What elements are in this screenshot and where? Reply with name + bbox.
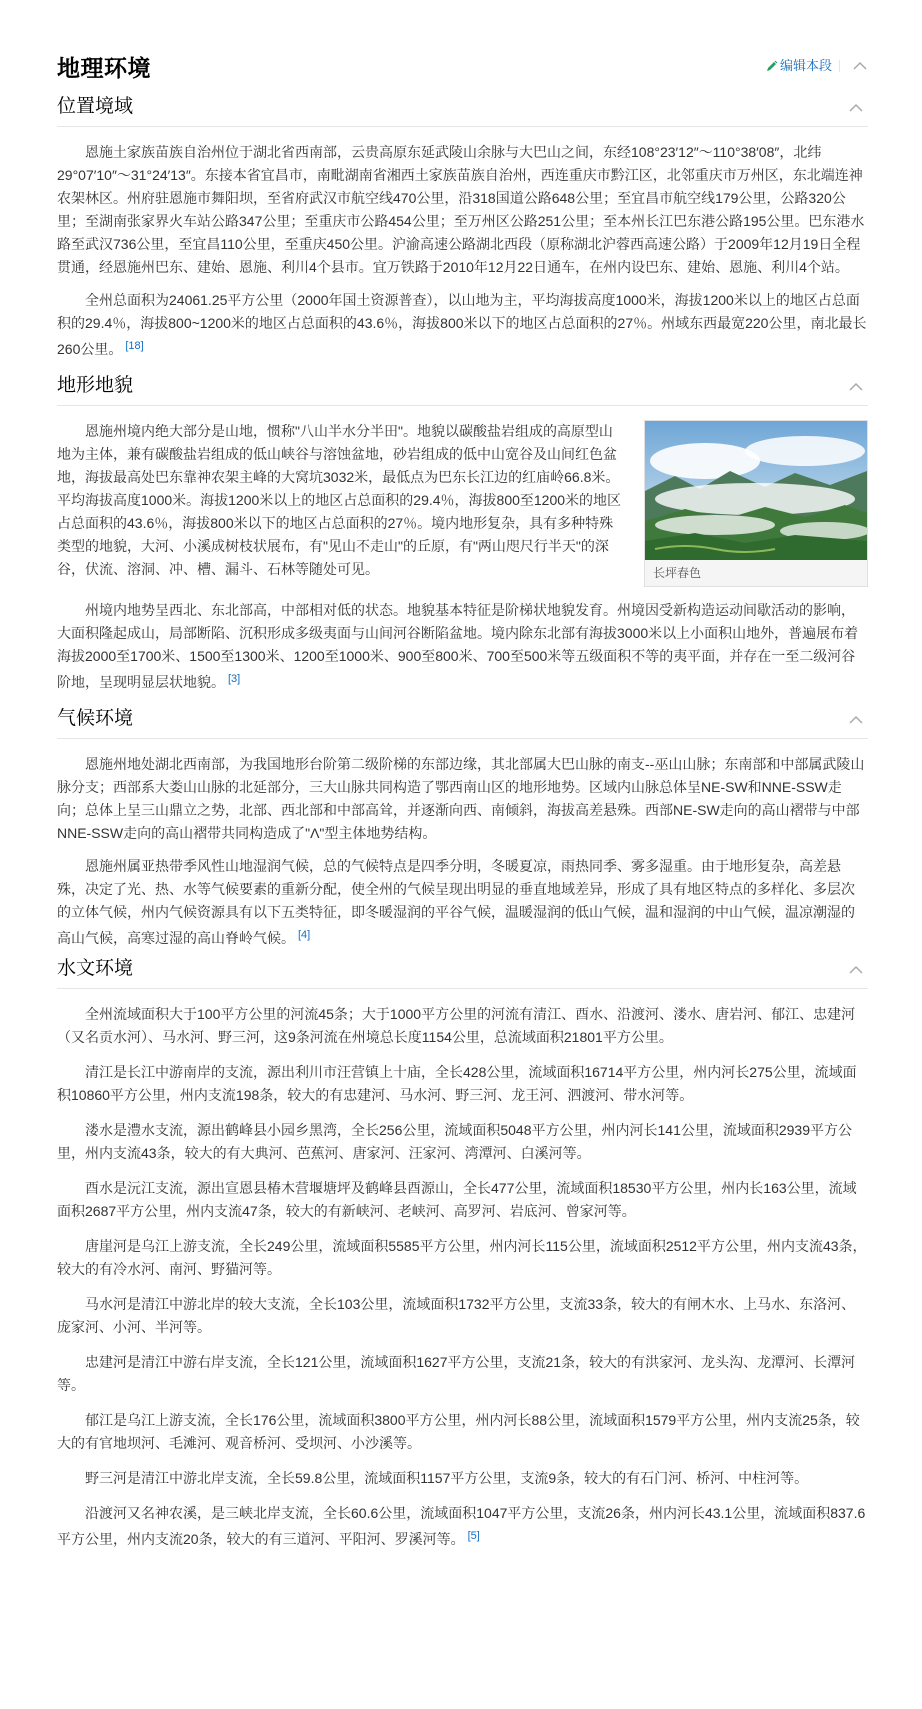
- edit-section-label: 编辑本段: [779, 58, 832, 73]
- chevron-up-icon[interactable]: [848, 714, 864, 726]
- section-heading-climate: [57, 700, 868, 739]
- paragraph: 全州流域面积大于100平方公里的河流45条；大于1000平方公里的河流有清江、酉水、沿渡河、溇水、唐岩河、郁江、忠建河（又名贡水河）、马水河、野三河，这9条河流在州境总长度1154公里，总流域面积21801平方公里。: [57, 1006, 856, 1045]
- reference-link[interactable]: [4]: [298, 929, 311, 941]
- reference-link[interactable]: [5]: [467, 1530, 480, 1542]
- pencil-icon: [766, 60, 778, 72]
- edit-section-link[interactable]: [766, 56, 832, 76]
- section-heading-hydrology: [57, 950, 868, 989]
- paragraph-text: 州境内地势呈西北、东北部高，中部相对低的状态。地貌基本特征是阶梯状地貌发育。州境因受新构造运动间歇活动的影响，大面积隆起成山，局部断陷、沉积形成多级夷面与山间河谷断陷盆地。境内除东北部有海拔3000米以上小面积山地外，普遍展布着海拔2000至1700米、1500至1300米、1200至1000米、900至800米、700至500米等五级面积不等的夷平面，并存在一至二级河谷阶地，呈现明显层状地貌。: [57, 602, 859, 690]
- paragraph: 恩施州境内绝大部分是山地，惯称"八山半水分半田"。地貌以碳酸盐岩组成的高原型山地为主体，兼有碳酸盐岩组成的低山峡谷与溶蚀盆地，砂岩组成的低中山宽谷及山间红色盆地，海拔最高处巴东靠神农架主峰的大窝坑3032米，最低点为巴东长江边的红庙岭66.8米。平均海拔高度1000米。海拔1200米以上的地区占总面积的29.4％，海拔800至1200米的地区占总面积的43.6％，海拔800米以下的地区占总面积的27％。境内地形复杂，具有多种特殊类型的地貌，大河、小溪成树枝状展布，有"见山不走山"的丘原，有"两山咫尺行半天"的深谷，伏流、溶洞、冲、槽、漏斗、石林等随处可见。: [57, 423, 622, 577]
- section-title: 地形地貌: [57, 375, 134, 396]
- paragraph: [57, 1502, 868, 1551]
- section-heading-terrain: [57, 367, 868, 406]
- paragraph: [57, 289, 868, 361]
- chevron-up-icon[interactable]: [839, 60, 868, 72]
- chevron-up-icon[interactable]: [848, 102, 864, 114]
- chevron-up-icon[interactable]: [848, 381, 864, 393]
- paragraph: 酉水是沅江支流，源出宣恩县椿木营堰塘坪及鹤峰县酉源山，全长477公里，流域面积18530平方公里，州内长163公里，流域面积2687平方公里，州内支流47条，较大的有新峡河、老峡河、高罗河、岩底河、曾家河等。: [57, 1180, 857, 1219]
- paragraph: 溇水是澧水支流，源出鹤峰县小园乡黑湾，全长256公里，流域面积5048平方公里，州内河长141公里，流域面积2939平方公里，州内支流43条，较大的有大典河、芭蕉河、唐家河、汪家河、湾潭河、白溪河等。: [57, 1122, 853, 1161]
- paragraph-text: 沿渡河又名神农溪，是三峡北岸支流，全长60.6公里，流域面积1047平方公里，支流26条，州内河长43.1公里，流域面积837.6平方公里，州内支流20条，较大的有三道河、平阳河、罗溪河等。: [57, 1505, 866, 1547]
- section-title: 气候环境: [57, 708, 134, 729]
- landscape-figure[interactable]: [644, 420, 868, 587]
- paragraph-text: 恩施州属亚热带季风性山地湿润气候，总的气候特点是四季分明，冬暖夏凉，雨热同季、雾多湿重。由于地形复杂，高差悬殊，决定了光、热、水等气候要素的重新分配，使全州的气候呈现出明显的垂直地域差异，形成了具有地区特点的多样化、多层次的立体气候，州内气候资源具有以下五类特征，即冬暖湿润的平谷气候，温暖湿润的低山气候，温和湿润的中山气候，温凉潮湿的高山气候，高寒过湿的高山脊岭气候。: [57, 858, 855, 946]
- paragraph: 郁江是乌江上游支流，全长176公里，流域面积3800平方公里，州内河长88公里，流域面积1579平方公里，州内支流25条，较大的有官地坝河、毛滩河、观音桥河、受坝河、小沙溪等。: [57, 1412, 860, 1451]
- article-content: [57, 50, 868, 1551]
- paragraph: 马水河是清江中游北岸的较大支流，全长103公里，流域面积1732平方公里，支流33条，较大的有闸木水、上马水、东洛河、庞家河、小河、半河等。: [57, 1296, 856, 1335]
- paragraph: 野三河是清江中游北岸支流，全长59.8公里，流域面积1157平方公里，支流9条，较大的有石门河、桥河、中柱河等。: [85, 1470, 809, 1486]
- figure-caption: 长坪春色: [645, 560, 867, 586]
- paragraph-text: 全州总面积为24061.25平方公里（2000年国土资源普查），以山地为主，平均海拔高度1000米，海拔1200米以上的地区占总面积的29.4％，海拔800~1200米的地区占总面积的43.6％，海拔800米以下的地区占总面积的27％。州域东西最宽220公里，南北最长260公里。: [57, 292, 867, 357]
- title-row: [57, 50, 868, 86]
- paragraph: 清江是长江中游南岸的支流，源出利川市汪营镇上十庙，全长428公里，流域面积16714平方公里，州内河长275公里，流域面积10860平方公里，州内支流198条，较大的有忠建河、马水河、野三河、龙王河、泗渡河、带水河等。: [57, 1064, 857, 1103]
- landscape-photo: [645, 421, 867, 560]
- terrain-block: [57, 420, 868, 595]
- section-title: 水文环境: [57, 958, 134, 979]
- reference-link[interactable]: [18]: [125, 340, 144, 352]
- chevron-up-icon[interactable]: [848, 964, 864, 976]
- paragraph: 忠建河是清江中游右岸支流，全长121公里，流域面积1627平方公里，支流21条，较大的有洪家河、龙头沟、龙潭河、长潭河等。: [57, 1354, 856, 1393]
- paragraph: [57, 855, 868, 950]
- reference-link[interactable]: [3]: [228, 673, 241, 685]
- paragraph: 唐崖河是乌江上游支流，全长249公里，流域面积5585平方公里，州内河长115公里，流域面积2512平方公里，州内支流43条，较大的有冷水河、南河、野猫河等。: [57, 1238, 867, 1277]
- section-title: 位置境域: [57, 96, 134, 117]
- paragraph: [57, 599, 868, 694]
- page-title: 地理环境: [57, 55, 151, 81]
- section-heading-location: [57, 88, 868, 127]
- paragraph: 恩施州地处湖北西南部，为我国地形台阶第二级阶梯的东部边缘，其北部属大巴山脉的南支--巫山山脉；东南部和中部属武陵山脉分支；西部系大娄山山脉的北延部分，三大山脉共同构造了鄂西南山区的地形地势。区域内山脉总体呈NE-SW和NNE-SSW走向；总体上呈三山鼎立之势，北部、西北部和中部高耸，并逐渐向西、南倾斜，海拔高差悬殊。西部NE-SW走向的高山褶带与中部NNE-SSW走向的高山褶带共同构造成了"Λ"型主体地势结构。: [57, 756, 865, 841]
- paragraph: 恩施土家族苗族自治州位于湖北省西南部，云贵高原东延武陵山余脉与大巴山之间，东经108°23′12″～110°38′08″，北纬29°07′10″～31°24′13″。东接本省宜昌市，南毗湖南省湘西土家族苗族自治州，西连重庆市黔江区，北邻重庆市万州区，东北端连神农架林区。州府驻恩施市舞阳坝，至省府武汉市航空线470公里，沿318国道公路648公里；至宜昌市航空线179公里，公路320公里；至湖南张家界火车站公路347公里；至重庆市公路454公里；至万州区公路251公里；至本州长江巴东港公路195公里。巴东港水路至武汉736公里，至宜昌110公里，至重庆450公里。沪渝高速公路湖北西段（原称湖北沪蓉西高速公路）于2009年12月19日全程贯通，经恩施州巴东、建始、恩施、利川4个县市。宜万铁路于2010年12月22日通车，在州内设巴东、建始、恩施、利川4个站。: [57, 144, 865, 275]
